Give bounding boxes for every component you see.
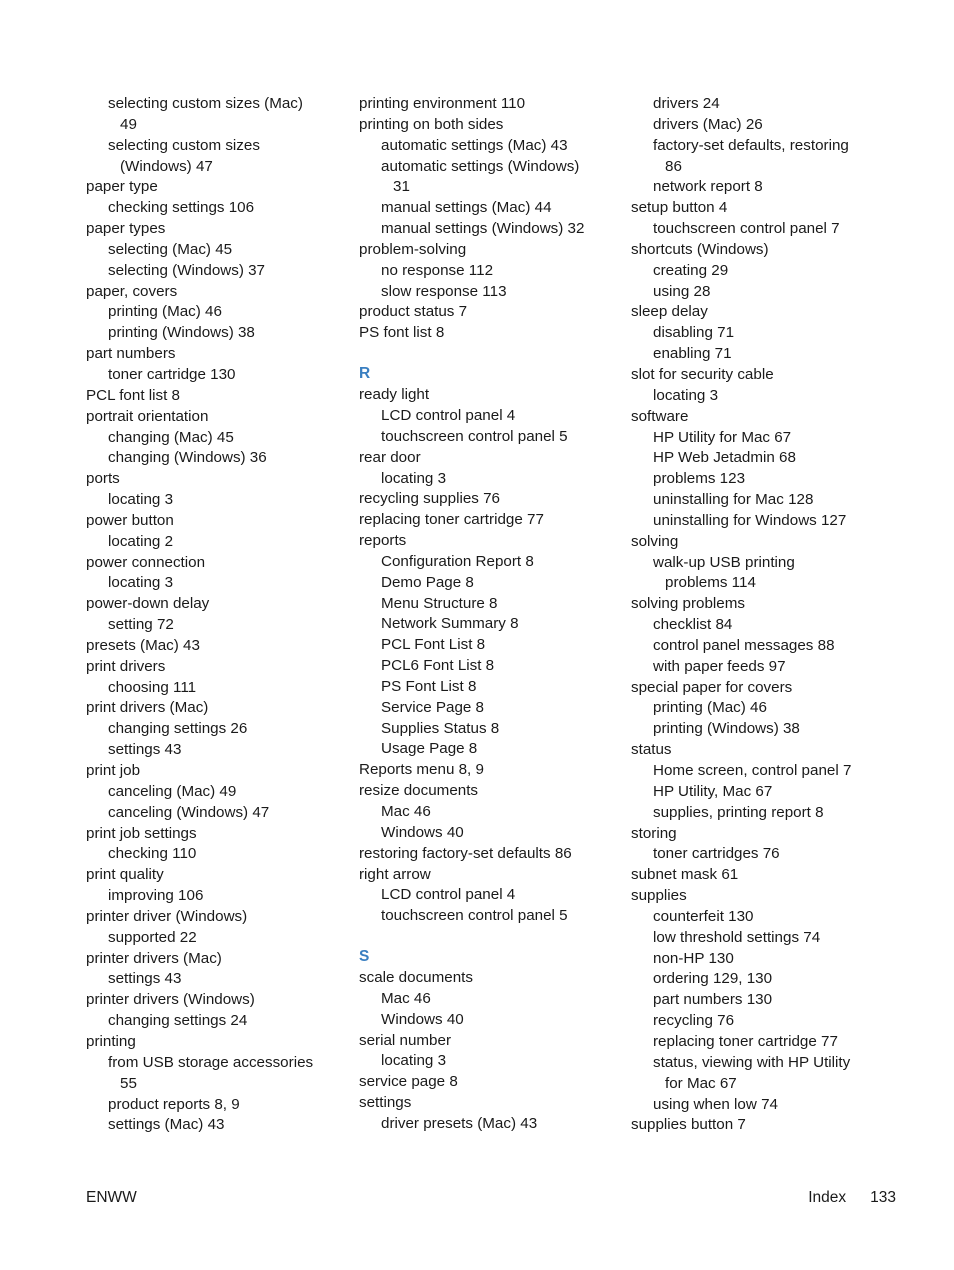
index-subentry: enabling 71 bbox=[653, 345, 732, 363]
index-subentry: Home screen, control panel 7 bbox=[653, 762, 852, 779]
index-subentry: toner cartridges 76 bbox=[653, 845, 780, 863]
index-subentry: toner cartridge 130 bbox=[108, 365, 236, 383]
index-subentry: driver presets (Mac) 43 bbox=[381, 1114, 538, 1132]
index-subentry: walk-up USB printing bbox=[653, 553, 795, 571]
index-entry: sleep delay bbox=[631, 303, 708, 321]
index-entry: setup button 4 bbox=[631, 199, 728, 217]
index-subentry: 86 bbox=[665, 157, 682, 175]
index-subentry: locating 3 bbox=[653, 386, 719, 404]
index-entry: storing bbox=[631, 824, 677, 842]
index-column-2 bbox=[359, 94, 609, 1135]
index-column-1 bbox=[86, 94, 336, 1136]
index-subentry: Windows 40 bbox=[381, 1010, 464, 1028]
index-subentry: selecting custom sizes bbox=[108, 136, 260, 154]
index-subentry: Mac 46 bbox=[381, 989, 431, 1007]
index-subentry: using 28 bbox=[653, 282, 711, 300]
index-subentry: PCL Font List 8 bbox=[381, 636, 486, 654]
index-entry: solving bbox=[631, 532, 679, 550]
index-subentry: non-HP 130 bbox=[653, 949, 734, 967]
index-subentry: status, viewing with HP Utility bbox=[653, 1053, 851, 1071]
index-entry: paper types bbox=[86, 220, 166, 238]
index-subentry: automatic settings (Windows) bbox=[381, 157, 580, 175]
index-subentry: Network Summary 8 bbox=[381, 615, 519, 633]
index-subentry: changing (Windows) 36 bbox=[108, 449, 267, 467]
index-entry: rear door bbox=[359, 448, 421, 466]
index-subentry: Menu Structure 8 bbox=[381, 594, 498, 612]
footer-page-number: 133 bbox=[870, 1189, 896, 1206]
index-entry: portrait orientation bbox=[86, 407, 209, 425]
footer-publication-code: ENWW bbox=[86, 1189, 137, 1206]
index-subentry: Configuration Report 8 bbox=[381, 552, 534, 570]
index-entry: power connection bbox=[86, 553, 206, 571]
index-entry: serial number bbox=[359, 1031, 452, 1049]
index-subentry: from USB storage accessories bbox=[108, 1053, 314, 1071]
index-entry: product status 7 bbox=[359, 303, 468, 321]
index-entry: supplies bbox=[631, 887, 687, 905]
index-subentry: supplies, printing report 8 bbox=[653, 803, 824, 821]
index-entry: right arrow bbox=[359, 865, 431, 883]
index-entry: printing bbox=[86, 1032, 136, 1050]
index-subentry: 55 bbox=[120, 1074, 137, 1092]
index-entry: presets (Mac) 43 bbox=[86, 636, 200, 654]
index-subentry: touchscreen control panel 7 bbox=[653, 220, 840, 238]
index-subentry: selecting (Mac) 45 bbox=[108, 240, 233, 258]
index-subentry: uninstalling for Mac 128 bbox=[653, 491, 814, 509]
index-entry: Reports menu 8, 9 bbox=[359, 761, 484, 779]
index-subentry: selecting (Windows) 37 bbox=[108, 261, 265, 279]
index-subentry: touchscreen control panel 5 bbox=[381, 427, 568, 445]
index-subentry: Usage Page 8 bbox=[381, 740, 478, 758]
index-entry: subnet mask 61 bbox=[631, 866, 739, 884]
index-entry: power button bbox=[86, 511, 174, 529]
index-subentry: checking 110 bbox=[108, 845, 197, 863]
index-entry: restoring factory-set defaults 86 bbox=[359, 844, 572, 862]
index-entry: problem-solving bbox=[359, 240, 467, 258]
index-subentry: Demo Page 8 bbox=[381, 573, 474, 591]
index-subentry: drivers (Mac) 26 bbox=[653, 115, 763, 133]
index-subentry: (Windows) 47 bbox=[120, 157, 213, 175]
footer-section-name: Index bbox=[808, 1189, 847, 1206]
index-subentry: supported 22 bbox=[108, 928, 197, 946]
index-subentry: problems 114 bbox=[665, 574, 756, 592]
index-subentry: printing (Mac) 46 bbox=[108, 303, 222, 321]
index-entry: paper, covers bbox=[86, 282, 178, 300]
index-subentry: no response 112 bbox=[381, 261, 494, 279]
index-entry: printing environment 110 bbox=[359, 95, 526, 112]
index-subentry: changing (Mac) 45 bbox=[108, 428, 234, 446]
index-entry: print drivers (Mac) bbox=[86, 699, 209, 717]
index-subentry: problems 123 bbox=[653, 470, 746, 488]
index-subentry: locating 3 bbox=[381, 1052, 447, 1070]
index-entry: print job settings bbox=[86, 824, 197, 842]
index-subentry: canceling (Windows) 47 bbox=[108, 803, 270, 821]
index-subentry: slow response 113 bbox=[381, 282, 507, 300]
index-subentry: manual settings (Mac) 44 bbox=[381, 199, 552, 217]
index-subentry: Windows 40 bbox=[381, 823, 464, 841]
index-entry: print job bbox=[86, 762, 141, 779]
index-entry: printer drivers (Mac) bbox=[86, 949, 222, 967]
index-entry: special paper for covers bbox=[631, 678, 793, 696]
index-subentry: manual settings (Windows) 32 bbox=[381, 220, 585, 238]
index-entry: PS font list 8 bbox=[359, 324, 445, 342]
index-subentry: Supplies Status 8 bbox=[381, 719, 500, 737]
index-letter-heading: R bbox=[359, 365, 371, 383]
index-subentry: settings 43 bbox=[108, 741, 182, 759]
index-entry: paper type bbox=[86, 178, 158, 196]
index-subentry: low threshold settings 74 bbox=[653, 928, 821, 946]
index-entry: recycling supplies 76 bbox=[359, 490, 500, 508]
index-subentry: automatic settings (Mac) 43 bbox=[381, 136, 568, 154]
index-subentry: HP Web Jetadmin 68 bbox=[653, 449, 796, 467]
index-subentry: locating 3 bbox=[381, 469, 447, 487]
index-subentry: for Mac 67 bbox=[665, 1074, 737, 1092]
index-subentry: part numbers 130 bbox=[653, 991, 773, 1009]
index-entry: print quality bbox=[86, 866, 164, 884]
index-column-3 bbox=[631, 94, 886, 1136]
index-subentry: HP Utility, Mac 67 bbox=[653, 782, 773, 800]
index-subentry: 31 bbox=[393, 178, 410, 196]
index-subentry: PS Font List 8 bbox=[381, 677, 477, 695]
index-entry: PCL font list 8 bbox=[86, 386, 180, 404]
index-subentry: HP Utility for Mac 67 bbox=[653, 428, 792, 446]
index-subentry: with paper feeds 97 bbox=[653, 657, 786, 675]
footer-page-info bbox=[808, 1188, 896, 1208]
index-entry: printer driver (Windows) bbox=[86, 907, 248, 925]
index-subentry: uninstalling for Windows 127 bbox=[653, 511, 847, 529]
index-subentry: 49 bbox=[120, 115, 137, 133]
index-entry: resize documents bbox=[359, 782, 479, 800]
index-entry: printing on both sides bbox=[359, 115, 504, 133]
index-entry: solving problems bbox=[631, 595, 745, 613]
index-subentry: LCD control panel 4 bbox=[381, 406, 516, 424]
index-subentry: checking settings 106 bbox=[108, 199, 255, 217]
index-subentry: recycling 76 bbox=[653, 1012, 735, 1030]
index-subentry: locating 2 bbox=[108, 532, 174, 550]
index-subentry: product reports 8, 9 bbox=[108, 1095, 240, 1113]
index-subentry: counterfeit 130 bbox=[653, 907, 754, 925]
index-entry: printer drivers (Windows) bbox=[86, 991, 255, 1009]
index-subentry: settings (Mac) 43 bbox=[108, 1116, 225, 1134]
index-subentry: settings 43 bbox=[108, 970, 182, 988]
index-entry: software bbox=[631, 407, 689, 425]
index-subentry: changing settings 26 bbox=[108, 720, 248, 738]
index-entry: power-down delay bbox=[86, 595, 210, 613]
index-subentry: creating 29 bbox=[653, 261, 729, 279]
index-subentry: factory-set defaults, restoring bbox=[653, 136, 849, 154]
index-subentry: PCL6 Font List 8 bbox=[381, 657, 495, 675]
index-subentry: changing settings 24 bbox=[108, 1012, 248, 1030]
index-subentry: touchscreen control panel 5 bbox=[381, 907, 568, 925]
index-subentry: improving 106 bbox=[108, 887, 204, 905]
index-entry: scale documents bbox=[359, 969, 473, 987]
index-subentry: using when low 74 bbox=[653, 1095, 778, 1113]
index-letter-heading: S bbox=[359, 948, 370, 966]
index-subentry: drivers 24 bbox=[653, 95, 720, 112]
index-entry: reports bbox=[359, 532, 407, 550]
index-entry: print drivers bbox=[86, 657, 166, 675]
index-subentry: canceling (Mac) 49 bbox=[108, 782, 237, 800]
index-entry: ports bbox=[86, 470, 120, 488]
index-entry: settings bbox=[359, 1094, 412, 1112]
index-subentry: replacing toner cartridge 77 bbox=[653, 1032, 838, 1050]
index-subentry: printing (Windows) 38 bbox=[653, 720, 800, 738]
index-subentry: LCD control panel 4 bbox=[381, 886, 516, 904]
index-subentry: printing (Mac) 46 bbox=[653, 699, 767, 717]
index-entry: service page 8 bbox=[359, 1073, 458, 1091]
index-entry: supplies button 7 bbox=[631, 1116, 746, 1134]
index-entry: status bbox=[631, 741, 672, 759]
index-entry: ready light bbox=[359, 386, 430, 404]
index-subentry: locating 3 bbox=[108, 574, 174, 592]
index-subentry: choosing 111 bbox=[108, 678, 197, 696]
index-entry: shortcuts (Windows) bbox=[631, 240, 769, 258]
index-subentry: network report 8 bbox=[653, 178, 763, 196]
index-entry: part numbers bbox=[86, 345, 176, 363]
index-subentry: printing (Windows) 38 bbox=[108, 324, 255, 342]
index-subentry: control panel messages 88 bbox=[653, 636, 835, 654]
index-subentry: setting 72 bbox=[108, 616, 174, 634]
index-subentry: Service Page 8 bbox=[381, 698, 484, 716]
index-entry: replacing toner cartridge 77 bbox=[359, 511, 544, 529]
index-subentry: ordering 129, 130 bbox=[653, 970, 773, 988]
index-subentry: checklist 84 bbox=[653, 616, 733, 634]
index-subentry: selecting custom sizes (Mac) bbox=[108, 95, 303, 112]
index-subentry: locating 3 bbox=[108, 491, 174, 509]
index-subentry: disabling 71 bbox=[653, 324, 735, 342]
index-entry: slot for security cable bbox=[631, 365, 774, 383]
index-subentry: Mac 46 bbox=[381, 803, 431, 820]
